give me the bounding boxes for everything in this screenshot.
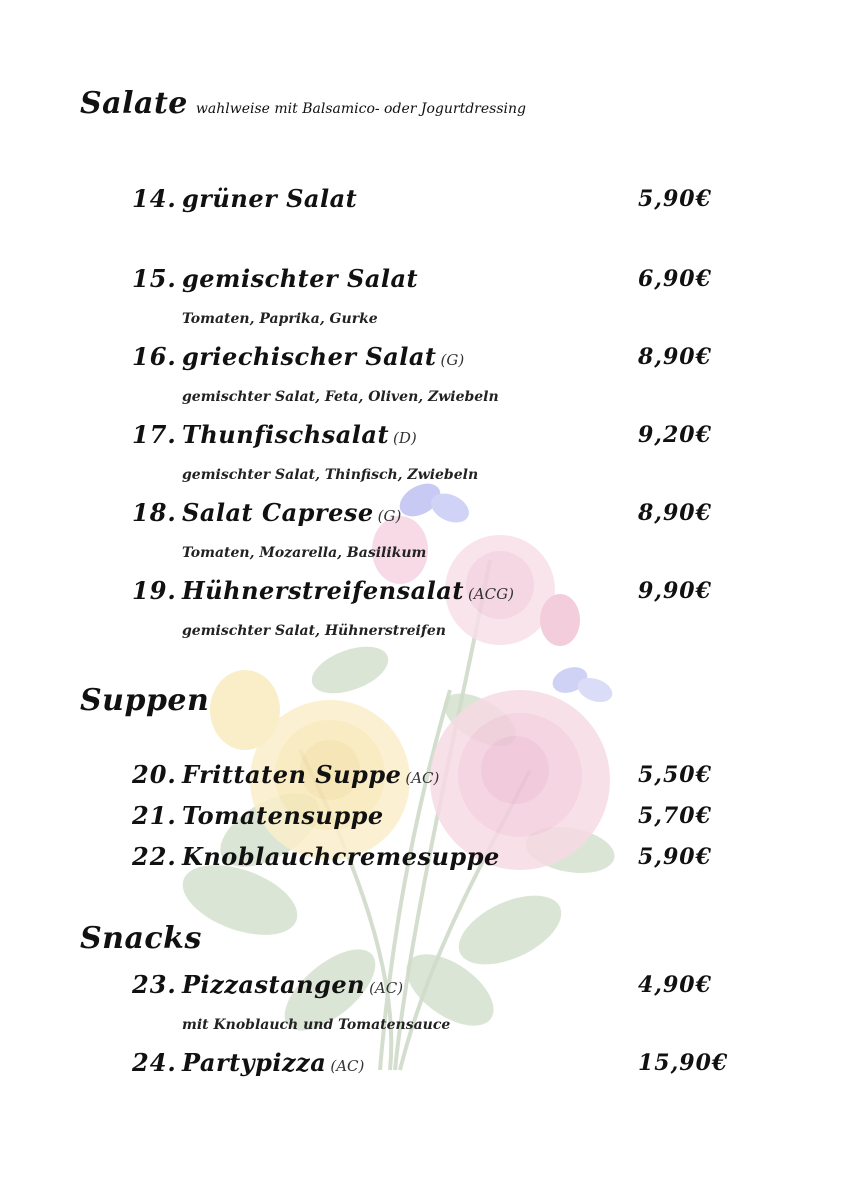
- item-price: 9,90€: [638, 578, 712, 604]
- item-description: Tomaten, Mozarella, Basilikum: [182, 545, 427, 561]
- item-price: 8,90€: [638, 500, 712, 526]
- menu-item-name: [182, 760, 439, 789]
- item-price: 8,90€: [638, 344, 712, 370]
- item-name: gemischter Salat: [182, 264, 419, 293]
- menu-item-name: [182, 342, 464, 371]
- item-number: 15.: [132, 264, 177, 293]
- section-header-salate: [80, 86, 526, 121]
- item-number: 16.: [132, 342, 177, 371]
- item-name: Salat Caprese: [182, 498, 374, 527]
- item-number: 18.: [132, 498, 177, 527]
- allergen-code: (D): [393, 429, 417, 447]
- menu-item-name: [182, 801, 384, 830]
- menu-item-name: [182, 970, 403, 999]
- item-name: Pizzastangen: [182, 970, 366, 999]
- section-title-snacks: Snacks: [80, 921, 202, 956]
- allergen-code: (ACG): [467, 585, 514, 603]
- menu-item-name: [182, 420, 417, 449]
- item-price: 15,90€: [638, 1050, 729, 1076]
- item-price: 5,50€: [638, 762, 712, 788]
- allergen-code: (G): [377, 507, 402, 525]
- item-name: Tomatensuppe: [182, 801, 384, 830]
- allergen-code: (G): [440, 351, 465, 369]
- item-number: 14.: [132, 184, 177, 213]
- item-name: Partypizza: [182, 1048, 327, 1077]
- item-number: 24.: [132, 1048, 177, 1077]
- item-name: grüner Salat: [182, 184, 358, 213]
- item-description: mit Knoblauch und Tomatensauce: [182, 1017, 451, 1033]
- section-title-suppen: Suppen: [80, 683, 210, 718]
- item-description: gemischter Salat, Thinfisch, Zwiebeln: [182, 467, 479, 483]
- allergen-code: (AC): [369, 979, 404, 997]
- item-price: 6,90€: [638, 266, 712, 292]
- item-number: 23.: [132, 970, 177, 999]
- item-price: 5,90€: [638, 186, 712, 212]
- allergen-code: (AC): [405, 769, 440, 787]
- item-price: 5,70€: [638, 803, 712, 829]
- item-name: Thunfischsalat: [182, 420, 390, 449]
- item-description: Tomaten, Paprika, Gurke: [182, 311, 378, 327]
- menu-item-name: [182, 576, 514, 605]
- allergen-code: (AC): [330, 1057, 365, 1075]
- item-price: 5,90€: [638, 844, 712, 870]
- menu-item-name: [182, 842, 500, 871]
- item-number: 19.: [132, 576, 177, 605]
- item-price: 4,90€: [638, 972, 712, 998]
- section-title: Salate: [80, 86, 188, 121]
- item-name: griechischer Salat: [182, 342, 437, 371]
- item-description: gemischter Salat, Feta, Oliven, Zwiebeln: [182, 389, 499, 405]
- menu-item-name: [182, 498, 401, 527]
- item-number: 21.: [132, 801, 177, 830]
- menu-item-name: [182, 184, 357, 213]
- item-description: gemischter Salat, Hühnerstreifen: [182, 623, 446, 639]
- item-number: 17.: [132, 420, 177, 449]
- item-name: Frittaten Suppe: [182, 760, 402, 789]
- item-number: 22.: [132, 842, 177, 871]
- menu-item-name: [182, 264, 418, 293]
- item-name: Hühnerstreifensalat: [182, 576, 464, 605]
- item-number: 20.: [132, 760, 177, 789]
- menu-item-name: [182, 1048, 364, 1077]
- item-name: Knoblauchcremesuppe: [182, 842, 500, 871]
- section-note: wahlweise mit Balsamico- oder Jogurtdressing: [195, 101, 526, 117]
- item-price: 9,20€: [638, 422, 712, 448]
